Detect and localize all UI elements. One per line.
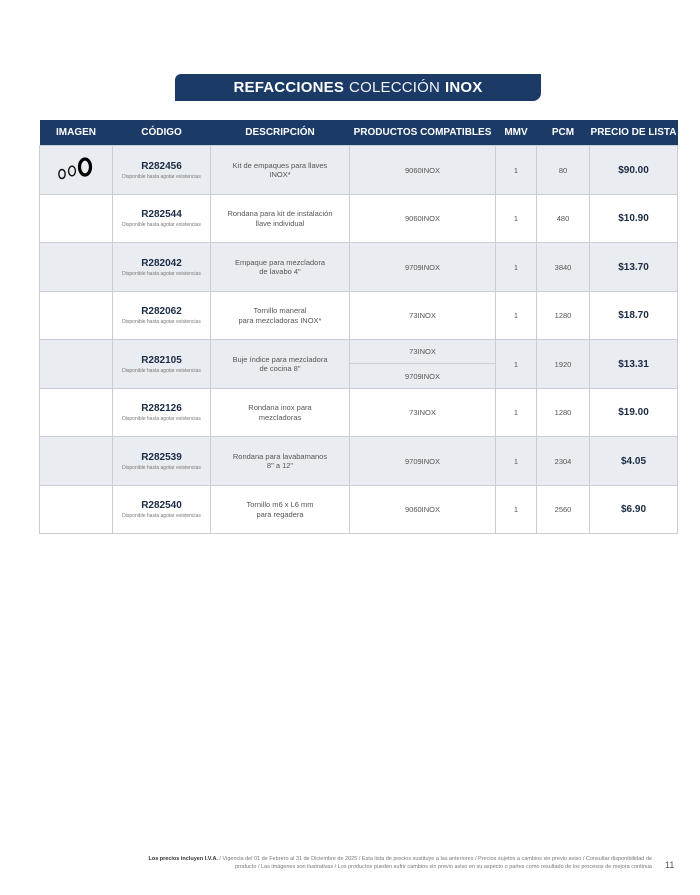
table-row <box>40 146 678 195</box>
footer-line1: / Vigencia del 01 de Febrero al 31 de Diciembre de 2025 / Esta lista de precios sustituye a las anteriores / Precios sujetos a cambios sin previo aviso / Consultar disponibilidad de <box>217 856 652 862</box>
pcm-value: 2304 <box>537 437 590 486</box>
description-line1: Rondana inox para <box>248 403 312 413</box>
banner-title-part2: COLECCIÓN <box>349 79 441 96</box>
pcm-value: 480 <box>537 195 590 243</box>
pcm-value: 3840 <box>537 243 590 292</box>
availability-note: Disponible hasta agotar existencias <box>122 319 201 325</box>
description-line2: para mezcladoras INOX* <box>238 315 322 325</box>
pcm-value: 1280 <box>537 389 590 437</box>
product-code: R282540 <box>141 500 182 511</box>
compatible-products: 9709INOX <box>350 243 496 292</box>
product-image-cell <box>40 486 113 534</box>
product-code: R282042 <box>141 257 182 269</box>
pcm-value: 80 <box>537 146 590 195</box>
compatible-products: 73INOX <box>350 292 496 340</box>
footer-line2: producto / Las imágenes son ilustrativas / Los productos pueden sufrir cambios sin previo aviso en su aspecto o partes como resultado de los procesos de mejora continua <box>234 864 652 871</box>
header-imagen: IMAGEN <box>40 120 113 146</box>
compatible-products: 73INOX <box>350 389 496 437</box>
header-mmv: MMV <box>496 120 537 146</box>
pcm-value: 1920 <box>537 340 590 389</box>
price-table <box>39 120 678 534</box>
description-line1: Tornillo maneral <box>253 306 307 316</box>
list-price: $13.31 <box>618 358 649 370</box>
compatible-products: 9060INOX <box>350 195 496 243</box>
description-line2: llave individual <box>255 218 305 228</box>
description-line1: Kit de empaques para llaves <box>232 160 328 170</box>
table-row <box>40 486 678 534</box>
list-price: $10.90 <box>618 213 649 224</box>
compatible-products: 73INOX <box>350 340 496 364</box>
compatible-products: 9060INOX <box>350 486 496 534</box>
product-code: R282062 <box>141 306 182 317</box>
list-price: $90.00 <box>618 164 649 176</box>
availability-note: Disponible hasta agotar existencias <box>122 222 201 228</box>
table-row <box>40 243 678 292</box>
pcm-value: 2560 <box>537 486 590 534</box>
description-line1: Rondana para kit de instalación <box>227 209 333 219</box>
compatible-products: 9709INOX <box>350 437 496 486</box>
product-code: R282105 <box>141 354 182 366</box>
banner-title-part3: INOX <box>445 79 483 96</box>
header-compatibles: PRODUCTOS COMPATIBLES <box>350 120 496 146</box>
pcm-value: 1280 <box>537 292 590 340</box>
availability-note: Disponible hasta agotar existencias <box>122 464 201 471</box>
description-line1: Rondana para lavabamanos <box>232 451 328 461</box>
availability-note: Disponible hasta agotar existencias <box>122 513 201 519</box>
description-line2: de cocina 8" <box>259 364 301 373</box>
table-row <box>40 340 678 364</box>
list-price: $13.70 <box>618 261 649 273</box>
product-image-cell <box>40 340 113 389</box>
description-line2: 8" a 12" <box>266 461 294 470</box>
mmv-value: 1 <box>496 292 537 340</box>
header-precio: PRECIO DE LISTA <box>590 120 678 146</box>
legal-footer <box>40 855 652 872</box>
mmv-value: 1 <box>496 243 537 292</box>
section-banner <box>175 74 541 101</box>
gasket-rings-icon <box>52 155 100 185</box>
mmv-value: 1 <box>496 389 537 437</box>
product-image-cell <box>40 389 113 437</box>
mmv-value: 1 <box>496 195 537 243</box>
table-row <box>40 292 678 340</box>
product-code: R282539 <box>141 451 182 463</box>
description-line2: de lavabo 4" <box>259 267 301 276</box>
description-line2: mezcladoras <box>258 412 302 422</box>
description-line1: Buje índice para mezcladora <box>232 354 328 364</box>
availability-note: Disponible hasta agotar existencias <box>122 367 201 374</box>
product-image-cell <box>40 292 113 340</box>
description-line2: para regadera <box>256 509 304 519</box>
product-image-cell <box>40 146 113 195</box>
compatible-products: 9060INOX <box>350 146 496 195</box>
list-price: $18.70 <box>618 310 649 321</box>
product-image-cell <box>40 437 113 486</box>
product-code: R282456 <box>141 160 182 172</box>
mmv-value: 1 <box>496 437 537 486</box>
description-line2: INOX* <box>269 170 291 179</box>
list-price: $4.05 <box>620 455 647 467</box>
header-descripcion: DESCRIPCIÓN <box>211 120 350 146</box>
header-pcm: PCM <box>537 120 590 146</box>
availability-note: Disponible hasta agotar existencias <box>122 173 201 180</box>
mmv-value: 1 <box>496 486 537 534</box>
table-header-row <box>40 120 678 146</box>
banner-title-part1: REFACCIONES <box>233 79 345 96</box>
compatible-products: 9709INOX <box>350 364 496 389</box>
mmv-value: 1 <box>496 146 537 195</box>
availability-note: Disponible hasta agotar existencias <box>122 416 201 422</box>
product-code: R282544 <box>141 209 182 220</box>
mmv-value: 1 <box>496 340 537 389</box>
product-image-cell <box>40 243 113 292</box>
list-price: $19.00 <box>618 407 649 418</box>
footer-bold-note: Los precios incluyen I.V.A. <box>148 856 218 862</box>
list-price: $6.90 <box>620 504 647 515</box>
availability-note: Disponible hasta agotar existencias <box>122 270 201 277</box>
header-codigo: CÓDIGO <box>113 120 211 146</box>
table-row <box>40 437 678 486</box>
product-image-cell <box>40 195 113 243</box>
description-line1: Tornillo m6 x L6 mm <box>246 500 314 510</box>
description-line1: Empaque para mezcladora <box>234 257 326 267</box>
table-row <box>40 389 678 437</box>
table-row <box>40 195 678 243</box>
page-number: 11 <box>665 860 675 870</box>
product-code: R282126 <box>141 403 182 414</box>
